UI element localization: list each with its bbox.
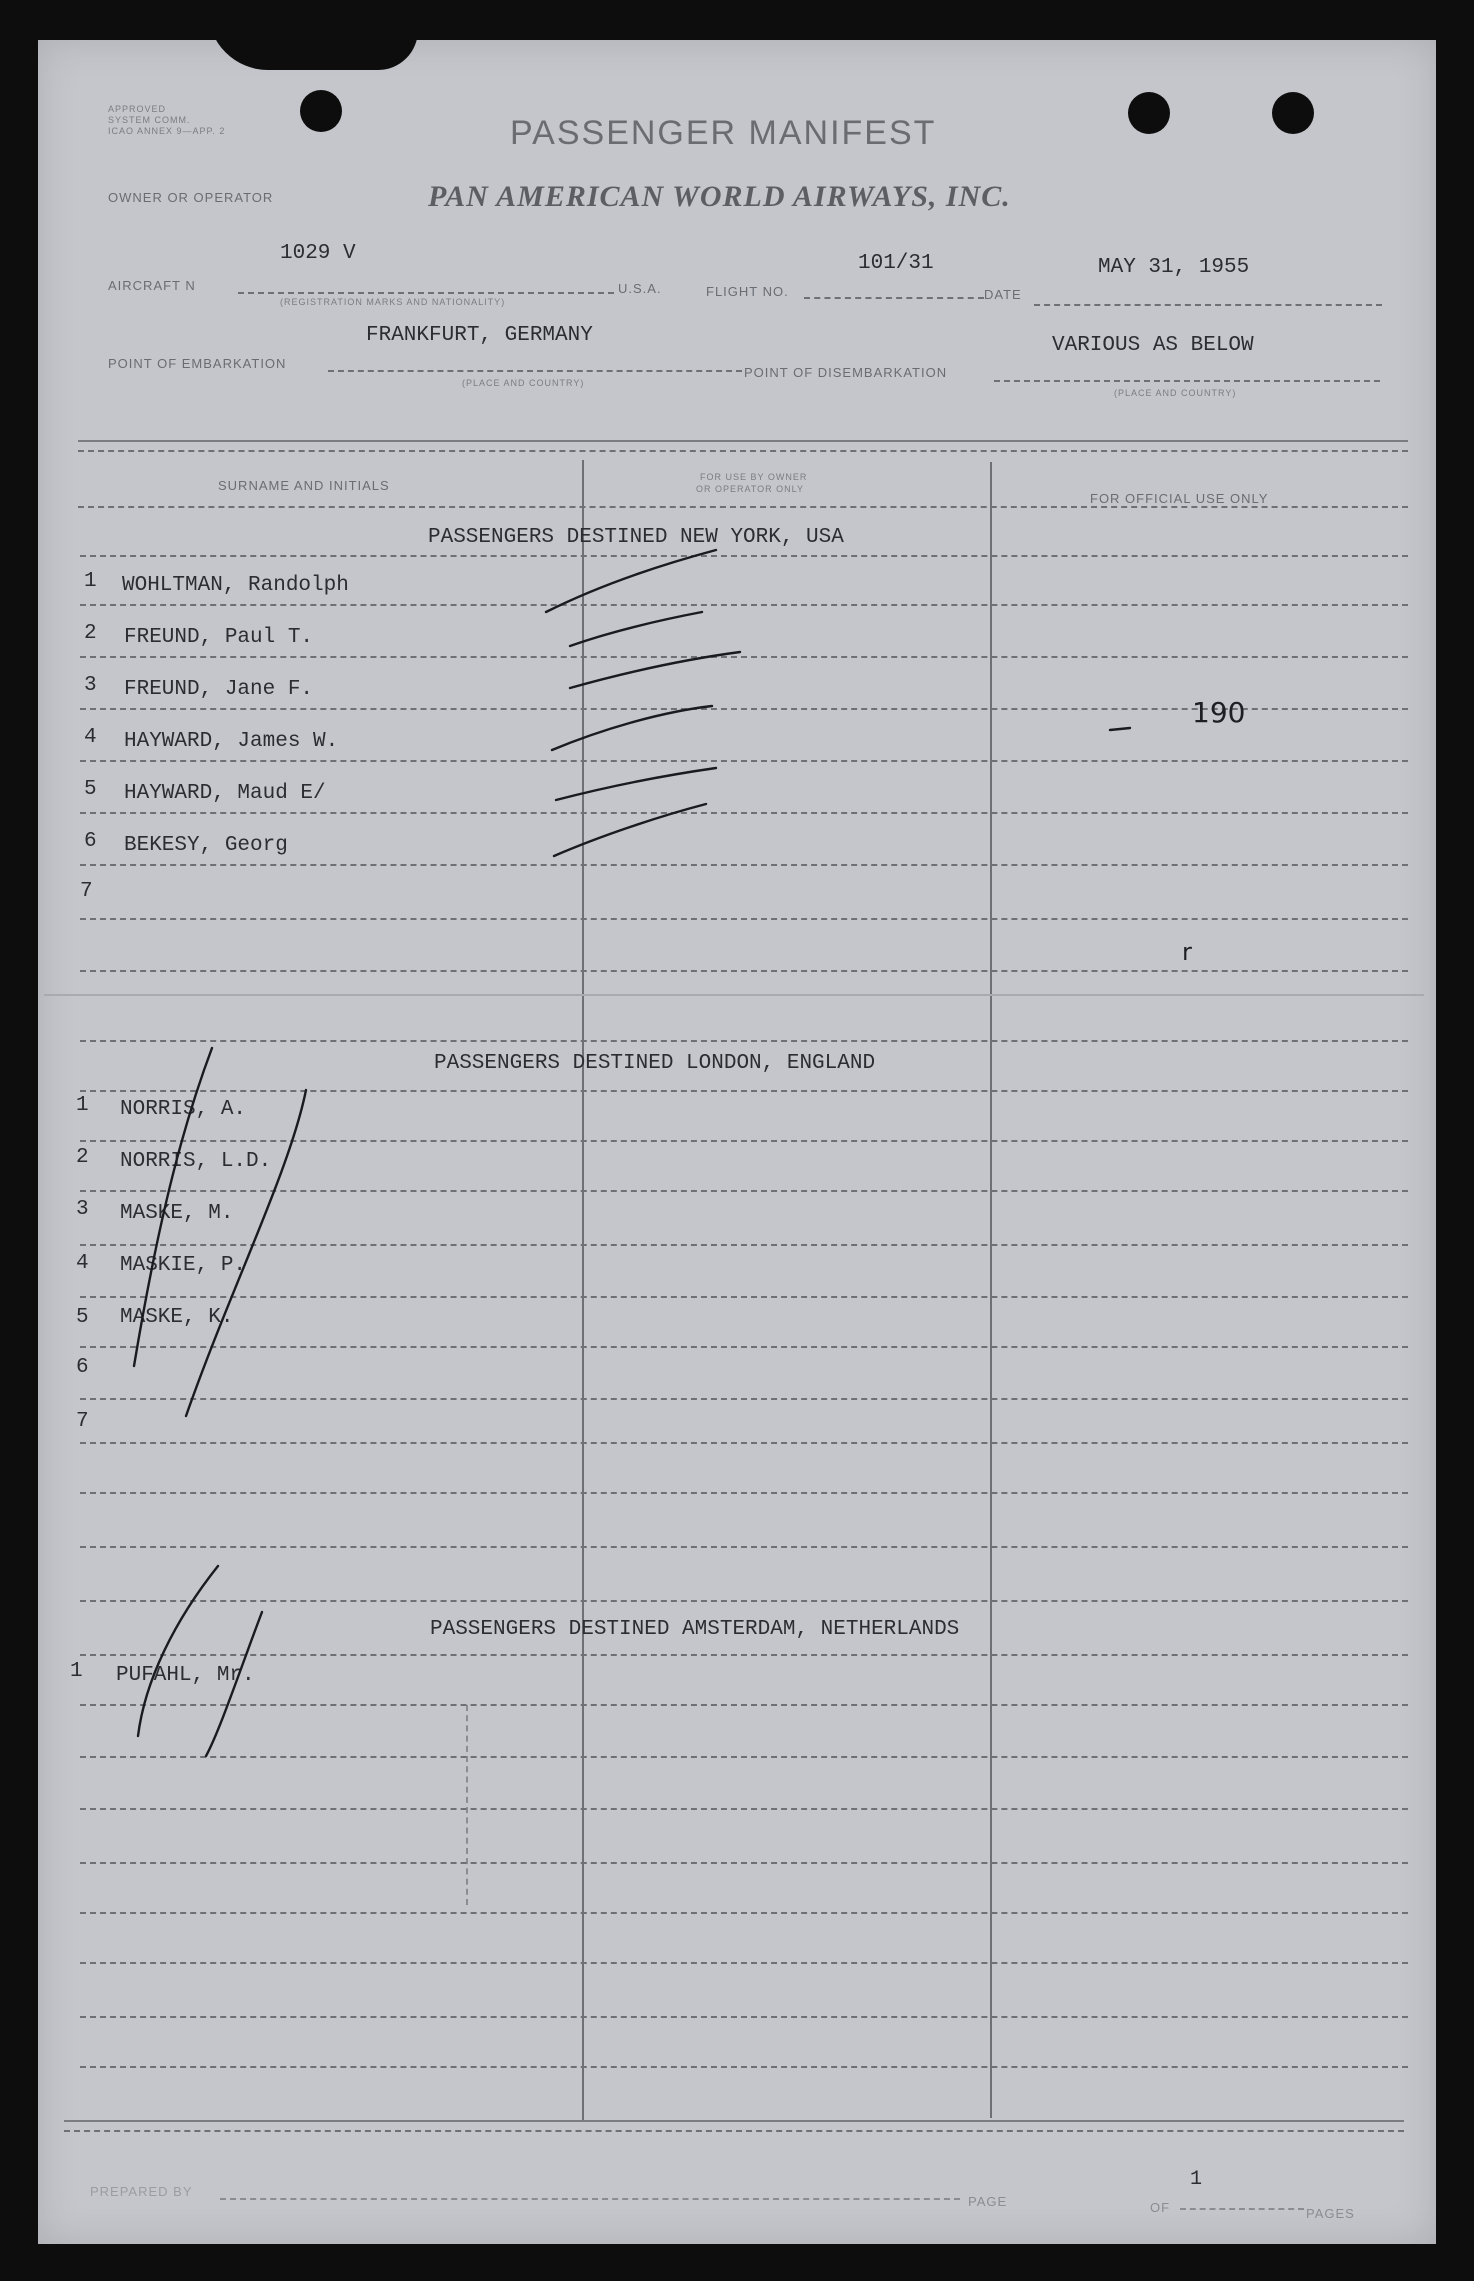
prepared-by-underline bbox=[220, 2198, 960, 2200]
check-mark-ny-1 bbox=[546, 550, 716, 612]
check-mark-london-1 bbox=[134, 1048, 212, 1366]
check-mark-ny-6 bbox=[554, 804, 706, 856]
owner-label: OWNER OR OPERATOR bbox=[108, 190, 274, 205]
row-number: 5 bbox=[76, 1306, 89, 1329]
embarkation-value: FRANKFURT, GERMANY bbox=[366, 324, 593, 347]
row-number: 7 bbox=[76, 1410, 89, 1433]
of-label: OF bbox=[1150, 2200, 1171, 2215]
group-heading-new-york: PASSENGERS DESTINED NEW YORK, USA bbox=[428, 526, 844, 549]
passenger-name: WOHLTMAN, Randolph bbox=[122, 574, 349, 597]
usa-label: U.S.A. bbox=[618, 281, 662, 296]
column-header-surname: SURNAME AND INITIALS bbox=[218, 478, 390, 493]
official-note: 190 bbox=[1192, 696, 1246, 729]
operator-name: PAN AMERICAN WORLD AIRWAYS, INC. bbox=[428, 180, 1011, 213]
prepared-by-label: PREPARED BY bbox=[90, 2184, 193, 2199]
disembarkation-caption: (PLACE AND COUNTRY) bbox=[1114, 388, 1237, 398]
approval-line-3: ICAO ANNEX 9—APP. 2 bbox=[108, 126, 226, 136]
flight-label: FLIGHT NO. bbox=[706, 284, 789, 299]
row-number: 2 bbox=[76, 1146, 89, 1169]
date-label: DATE bbox=[984, 287, 1022, 302]
page-label: PAGE bbox=[968, 2194, 1008, 2209]
passenger-name: FREUND, Jane F. bbox=[124, 678, 314, 701]
registration-caption: (REGISTRATION MARKS AND NATIONALITY) bbox=[280, 297, 506, 307]
check-mark-amsterdam-2 bbox=[206, 1612, 262, 1756]
row-number: 1 bbox=[76, 1094, 89, 1117]
check-mark-amsterdam-1 bbox=[138, 1566, 218, 1736]
row-number: 6 bbox=[76, 1356, 89, 1379]
page-count: 1 bbox=[1190, 2168, 1203, 2191]
group-heading-amsterdam: PASSENGERS DESTINED AMSTERDAM, NETHERLANDS bbox=[430, 1618, 960, 1641]
pages-underline bbox=[1180, 2208, 1304, 2210]
official-dash bbox=[1110, 728, 1130, 730]
page-title: PASSENGER MANIFEST bbox=[510, 114, 937, 152]
row-number: 7 bbox=[80, 880, 93, 903]
column-header-owner-2: OR OPERATOR ONLY bbox=[696, 484, 805, 494]
aircraft-label: AIRCRAFT N bbox=[108, 278, 196, 293]
passenger-name: HAYWARD, Maud E/ bbox=[124, 782, 326, 805]
row-number: 4 bbox=[76, 1252, 89, 1275]
passenger-name: FREUND, Paul T. bbox=[124, 626, 314, 649]
passenger-name: PUFAHL, Mr. bbox=[116, 1664, 255, 1687]
aircraft-value: 1029 V bbox=[280, 242, 356, 265]
column-header-official: FOR OFFICIAL USE ONLY bbox=[1090, 491, 1269, 506]
approval-line-1: APPROVED bbox=[108, 104, 167, 114]
row-number: 3 bbox=[84, 674, 97, 697]
check-mark-ny-2 bbox=[570, 612, 702, 646]
passenger-name: MASKE, M. bbox=[120, 1202, 234, 1225]
check-mark-ny-3 bbox=[570, 652, 740, 688]
official-mark: r bbox=[1182, 938, 1192, 966]
disembarkation-value: VARIOUS AS BELOW bbox=[1052, 334, 1254, 357]
row-number: 3 bbox=[76, 1198, 89, 1221]
column-header-owner-1: FOR USE BY OWNER bbox=[700, 472, 808, 482]
row-number: 6 bbox=[84, 830, 97, 853]
row-number: 4 bbox=[84, 726, 97, 749]
pages-label: PAGES bbox=[1306, 2206, 1355, 2221]
embarkation-label: POINT OF EMBARKATION bbox=[108, 356, 287, 371]
row-number: 1 bbox=[84, 570, 97, 593]
date-value: MAY 31, 1955 bbox=[1098, 256, 1250, 279]
passenger-name: NORRIS, A. bbox=[120, 1098, 247, 1121]
passenger-name: MASKIE, P. bbox=[120, 1254, 247, 1277]
embarkation-caption: (PLACE AND COUNTRY) bbox=[462, 378, 585, 388]
disembarkation-label: POINT OF DISEMBARKATION bbox=[744, 365, 948, 380]
passenger-name: MASKE, K. bbox=[120, 1306, 234, 1329]
passenger-name: NORRIS, L.D. bbox=[120, 1150, 272, 1173]
check-mark-ny-5 bbox=[556, 768, 716, 800]
check-mark-ny-4 bbox=[552, 706, 712, 750]
approval-line-2: SYSTEM COMM. bbox=[108, 115, 191, 125]
flight-value: 101/31 bbox=[858, 252, 934, 275]
row-number: 2 bbox=[84, 622, 97, 645]
group-heading-london: PASSENGERS DESTINED LONDON, ENGLAND bbox=[434, 1052, 876, 1075]
check-mark-london-2 bbox=[186, 1090, 306, 1416]
row-number: 1 bbox=[70, 1660, 83, 1683]
passenger-name: BEKESY, Georg bbox=[124, 834, 288, 857]
passenger-name: HAYWARD, James W. bbox=[124, 730, 339, 753]
row-number: 5 bbox=[84, 778, 97, 801]
